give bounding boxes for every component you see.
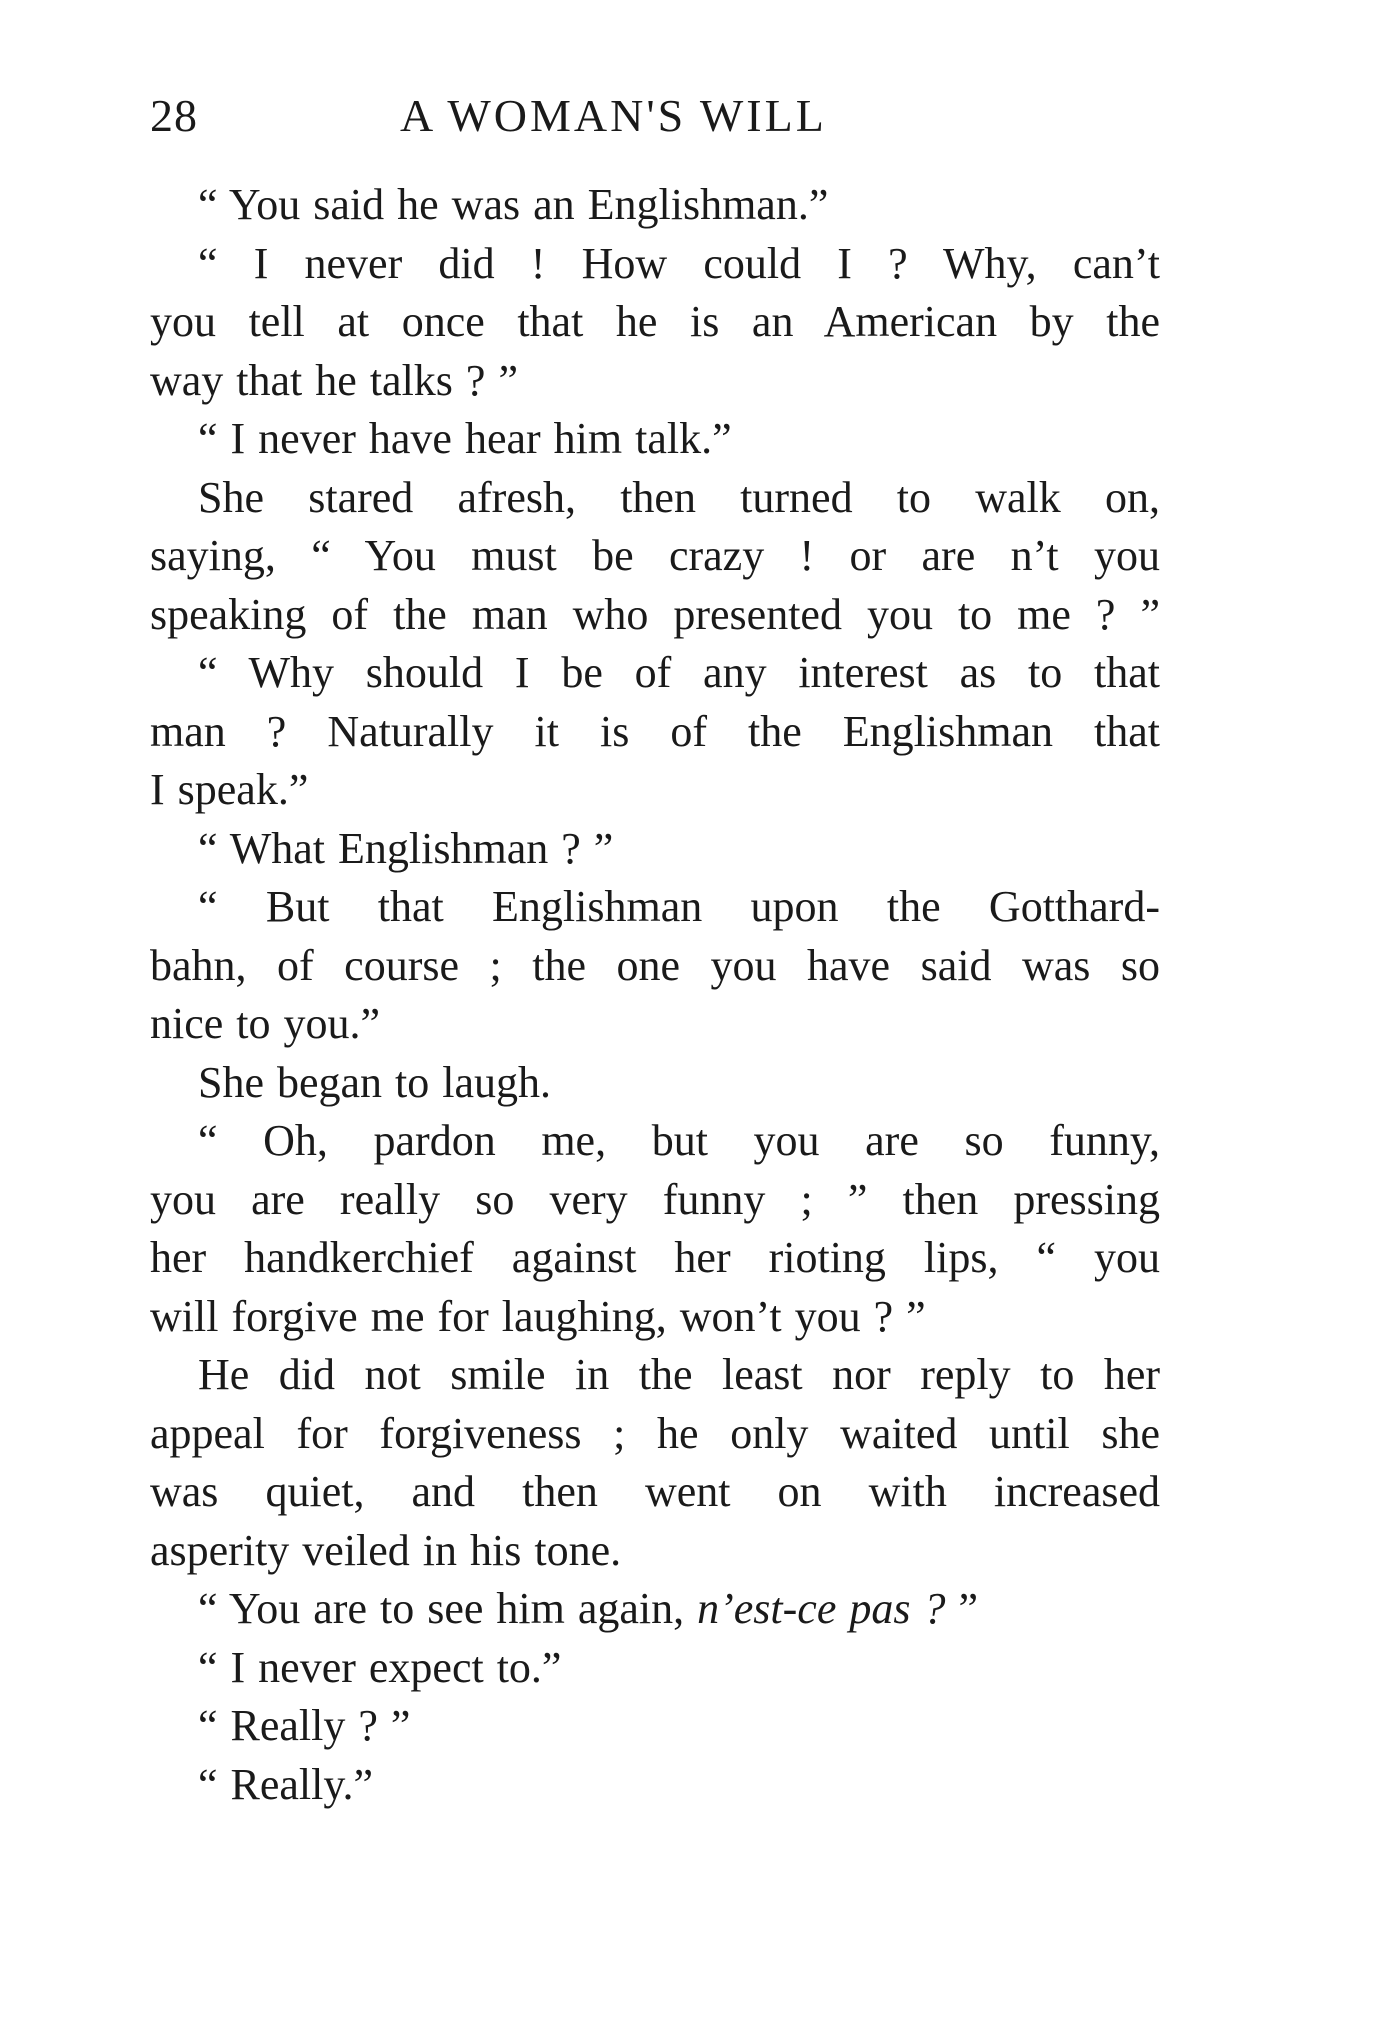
text-line (150, 1112, 1160, 1171)
text-line (150, 1697, 1160, 1756)
line-text: “ What Englishman ? ” (198, 823, 614, 873)
running-head (150, 88, 1160, 144)
text-line (150, 1288, 1160, 1347)
text-line (150, 761, 1160, 820)
text-line (150, 293, 1160, 352)
text-line (150, 1463, 1160, 1522)
line-text: “ Really ? ” (198, 1701, 411, 1750)
line-text: She stared afresh, then turned to walk on, (198, 472, 1160, 522)
line-text: “ Oh, pardon me, but you are so funny, (198, 1116, 1160, 1165)
text-line (150, 410, 1160, 469)
text-line (150, 937, 1160, 996)
line-text: “ But that Englishman upon the Gotthard- (198, 882, 1160, 931)
line-text: nice to you.” (150, 999, 381, 1048)
line-text: bahn, of course ; the one you have said was so (150, 940, 1160, 990)
text-line (150, 1639, 1160, 1698)
line-text: I speak.” (150, 765, 309, 814)
text-line (150, 1171, 1160, 1230)
line-text: man ? Naturally it is of the Englishman that (150, 706, 1160, 756)
line-text: “ Really.” (198, 1759, 374, 1809)
line-text-after: ” (945, 1584, 979, 1633)
line-text: you are really so very funny ; ” then pressing (150, 1174, 1160, 1224)
italic-phrase: n’est-ce pas ? (697, 1584, 946, 1633)
line-text: way that he talks ? ” (150, 355, 518, 405)
text-line (150, 1405, 1160, 1464)
line-text: “ Why should I be of any interest as to that (198, 648, 1160, 697)
text-line (150, 235, 1160, 294)
line-text: her handkerchief against her rioting lips, “ you (150, 1233, 1160, 1282)
text-line (150, 1346, 1160, 1405)
text-line (150, 995, 1160, 1054)
line-text: saying, “ You must be crazy ! or are n’t you (150, 531, 1160, 580)
text-line (150, 1522, 1160, 1581)
line-text: “ I never have hear him talk.” (198, 414, 732, 463)
text-line (150, 1580, 1160, 1639)
text-line (150, 1054, 1160, 1113)
line-text: “ I never did ! How could I ? Why, can’t (198, 238, 1160, 288)
text-line (150, 878, 1160, 937)
text-line (150, 527, 1160, 586)
body-text (150, 176, 1160, 1814)
line-text: speaking of the man who presented you to me ? ” (150, 589, 1160, 639)
page-number: 28 (150, 90, 198, 141)
line-text: asperity veiled in his tone. (150, 1525, 622, 1575)
text-line (150, 176, 1160, 235)
text-line (150, 644, 1160, 703)
line-text: appeal for forgiveness ; he only waited until she (150, 1408, 1160, 1458)
line-text: you tell at once that he is an American by the (150, 297, 1160, 346)
text-line (150, 1756, 1160, 1815)
line-text: “ I never expect to.” (198, 1642, 562, 1692)
text-line (150, 586, 1160, 645)
line-text: She began to laugh. (198, 1057, 552, 1107)
line-text: was quiet, and then went on with increased (150, 1467, 1160, 1516)
line-text: He did not smile in the least nor reply to her (198, 1350, 1160, 1399)
text-line (150, 1229, 1160, 1288)
line-text: “ You said he was an Englishman.” (198, 180, 829, 229)
line-text: “ You are to see him again, (198, 1584, 698, 1633)
running-title: A WOMAN'S WILL (400, 90, 827, 141)
text-line (150, 703, 1160, 762)
text-line (150, 469, 1160, 528)
text-line (150, 352, 1160, 411)
line-text: will forgive me for laughing, won’t you ? ” (150, 1291, 926, 1341)
text-line (150, 820, 1160, 879)
